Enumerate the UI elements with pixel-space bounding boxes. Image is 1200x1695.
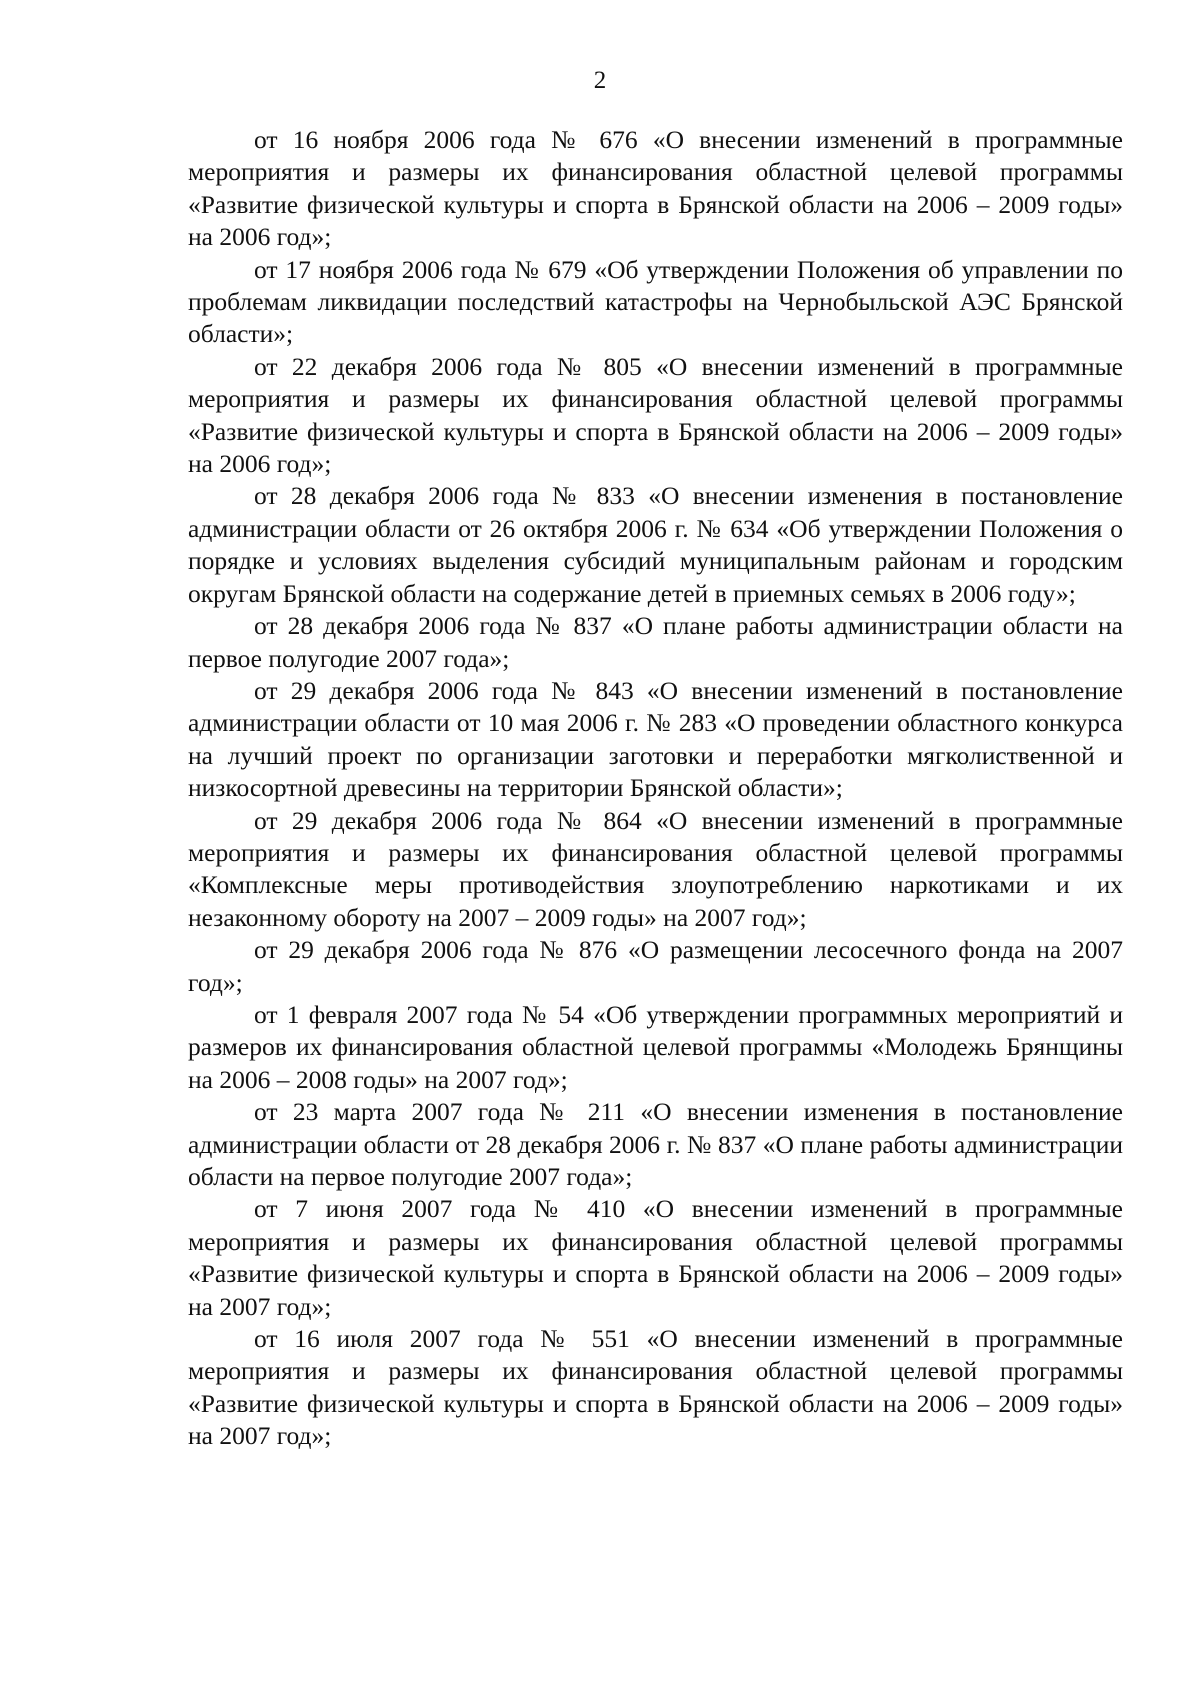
document-body: [188, 124, 1123, 1453]
list-item: от 28 декабря 2006 года № 837 «О плане работы администрации области на первое полугодие 2007 года»;: [188, 611, 1123, 673]
list-item: от 7 июня 2007 года № 410 «О внесении изменений в программные мероприятия и размеры их финансирования областной целевой программы «Развитие физической культуры и спорта в Брянской области на 2006 – 2009 годы» на 2007 год»;: [188, 1194, 1123, 1321]
list-item: от 28 декабря 2006 года № 833 «О внесении изменения в постановление администрации области от 26 октября 2006 г. № 634 «Об утверждении Положения о порядке и условиях выделения субсидий муниципальным районам и городским округам Брянской области на содержание детей в приемных семьях в 2006 году»;: [188, 481, 1123, 608]
list-item: от 1 февраля 2007 года № 54 «Об утверждении программных мероприятий и размеров их финансирования областной целевой программы «Молодежь Брянщины на 2006 – 2008 годы» на 2007 год»;: [188, 999, 1123, 1094]
list-item: от 29 декабря 2006 года № 876 «О размещении лесосечного фонда на 2007 год»;: [188, 935, 1123, 997]
list-item: от 22 декабря 2006 года № 805 «О внесении изменений в программные мероприятия и размеры их финансирования областной целевой программы «Развитие физической культуры и спорта в Брянской области на 2006 – 2009 годы» на 2006 год»;: [188, 351, 1123, 479]
list-item: от 29 декабря 2006 года № 843 «О внесении изменений в постановление администрации области от 10 мая 2006 г. № 283 «О проведении областного конкурса на лучший проект по организации заготовки и переработки мягколиственной и низкосортной древесины на территории Брянской области»;: [188, 675, 1123, 803]
page-number: 2: [593, 67, 607, 94]
list-item: от 16 июля 2007 года № 551 «О внесении изменений в программные мероприятия и размеры их финансирования областной целевой программы «Развитие физической культуры и спорта в Брянской области на 2006 – 2009 годы» на 2007 год»;: [188, 1324, 1123, 1451]
list-item: от 16 ноября 2006 года № 676 «О внесении изменений в программные мероприятия и размеры их финансирования областной целевой программы «Развитие физической культуры и спорта в Брянской области на 2006 – 2009 годы» на 2006 год»;: [188, 125, 1123, 252]
list-item: от 23 марта 2007 года № 211 «О внесении изменения в постановление администрации области от 28 декабря 2006 г. № 837 «О плане работы администрации области на первое полугодие 2007 года»;: [188, 1097, 1123, 1191]
list-item: от 29 декабря 2006 года № 864 «О внесении изменений в программные мероприятия и размеры их финансирования областной целевой программы «Комплексные меры противодействия злоупотреблению наркотиками и их незаконному обороту на 2007 – 2009 годы» на 2007 год»;: [188, 805, 1123, 932]
list-item: от 17 ноября 2006 года № 679 «Об утверждении Положения об управлении по проблемам ликвидации последствий катастрофы на Чернобыльской АЭС Брянской области»;: [188, 254, 1123, 349]
